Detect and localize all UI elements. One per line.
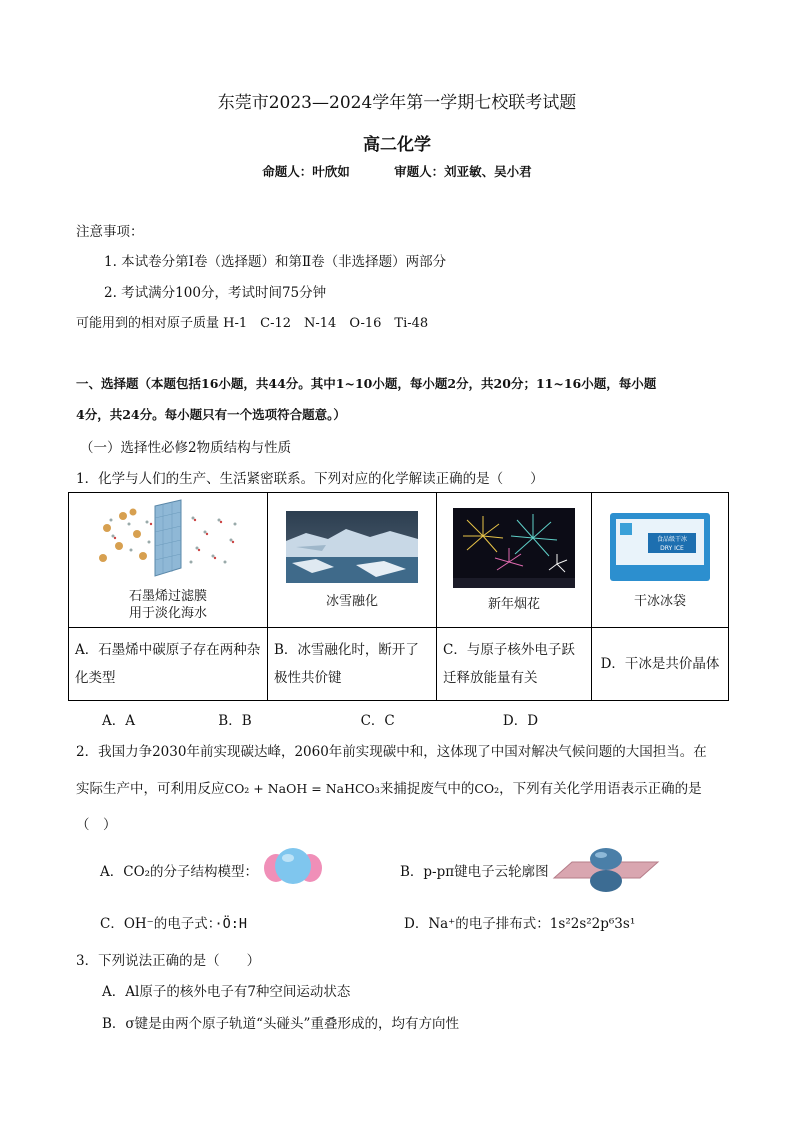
subject-title: 高二化学 <box>363 135 431 155</box>
author-line <box>0 162 794 180</box>
q2-option-c <box>100 912 247 932</box>
q2-equation: CO₂ + NaOH = NaHCO₃ <box>224 781 380 796</box>
q2-line2-a: 实际生产中，可利用反应 <box>76 781 225 797</box>
dry-ice-cell <box>592 493 729 628</box>
q2-line2-c: ，下列有关化学用语表示正确的是 <box>499 781 702 797</box>
section-heading-line1: 一、选择题（本题包括16小题，共44分。其中1~10小题，每小题2分，共20分；11~16小题，每小题 <box>76 376 657 391</box>
caption-ice: 冰雪融化 <box>325 593 378 609</box>
exam-title: 东莞市2023—2024学年第一学期七校联考试题 <box>217 93 577 113</box>
section-sub-heading: （一）选择性必修2物质结构与性质 <box>80 440 292 456</box>
dry-ice-bag-image <box>608 511 712 583</box>
ice-cell <box>268 493 437 628</box>
q2-line1: 2．我国力争2030年前实现碳达峰，2060年前实现碳中和，这体现了中国对解决气候问题的大国担当。在 <box>76 744 707 760</box>
caption-fireworks: 新年烟花 <box>487 596 540 612</box>
p-p-pi-bond-orbital-image <box>552 844 660 894</box>
graphene-cell <box>69 493 268 628</box>
section-heading-line2: 4分，共24分。每小题只有一个选项符合题意。） <box>76 407 346 422</box>
q2-option-c-text: C．OH⁻的电子式： <box>100 916 215 932</box>
oh-electron-formula: ·Ö:H <box>214 916 248 932</box>
author-label: 命题人：叶欣如 <box>262 164 350 179</box>
caption-graphene-2: 用于淡化海水 <box>128 606 207 621</box>
q1-option-c: C．与原子核外电子跃迁释放能量有关 <box>437 628 592 701</box>
q2-line2 <box>76 777 702 797</box>
note-item-1: 1. 本试卷分第Ⅰ卷（选择题）和第Ⅱ卷（非选择题）两部分 <box>104 254 447 270</box>
q2-line2-b: 来捕捉废气中的 <box>379 781 475 797</box>
q1-choices <box>102 709 538 729</box>
note-item-2: 2. 考试满分100分，考试时间75分钟 <box>104 285 327 301</box>
q2-line3: （ ） <box>76 817 117 833</box>
co2-molecule-model-image <box>262 846 324 888</box>
atomic-mass-line: 可能用到的相对原子质量 H-1 C-12 N-14 O-16 Ti-48 <box>76 316 429 331</box>
q2-option-b: B．p-pπ键电子云轮廓图 <box>400 864 549 880</box>
q1-option-b: B．冰雪融化时，断开了极性共价键 <box>268 628 437 701</box>
q1-choice-b: B．B <box>218 713 252 729</box>
graphene-membrane-image <box>93 498 243 580</box>
q3-option-a: A．Al原子的核外电子有7种空间运动状态 <box>102 984 351 1000</box>
q1-stem: 1．化学与人们的生产、生活紧密联系。下列对应的化学解读正确的是（ ） <box>76 471 544 487</box>
bag-label-en: DRY ICE <box>660 544 684 552</box>
fireworks-image <box>453 508 575 588</box>
q2-option-a <box>100 860 258 880</box>
bag-label-cn: 食品级干冰 <box>656 535 688 543</box>
reviewer-label: 审题人：刘亚敏、吴小君 <box>394 164 532 179</box>
notes-heading: 注意事项： <box>76 224 144 240</box>
caption-graphene-1: 石墨烯过滤膜 <box>128 589 207 604</box>
q2-option-d: D．Na⁺的电子排布式：1s²2s²2p⁶3s¹ <box>404 916 636 932</box>
q1-choice-a: A．A <box>102 713 135 729</box>
q2-option-a-text: A．CO₂的分子结构模型： <box>100 864 259 880</box>
q1-choice-c: C．C <box>360 713 395 729</box>
q3-option-b: B．σ键是由两个原子轨道“头碰头”重叠形成的，均有方向性 <box>102 1016 459 1032</box>
caption-dry-ice: 干冰冰袋 <box>633 593 686 609</box>
fireworks-cell <box>437 493 592 628</box>
q3-stem: 3．下列说法正确的是（ ） <box>76 953 261 969</box>
melting-ice-image <box>286 511 418 583</box>
q1-option-a: A．石墨烯中碳原子存在两种杂化类型 <box>69 628 268 701</box>
q1-option-d: D．干冰是共价晶体 <box>592 628 729 701</box>
q2-co2: CO₂ <box>474 781 500 796</box>
q1-table <box>68 492 729 701</box>
q1-choice-d: D．D <box>502 713 539 729</box>
